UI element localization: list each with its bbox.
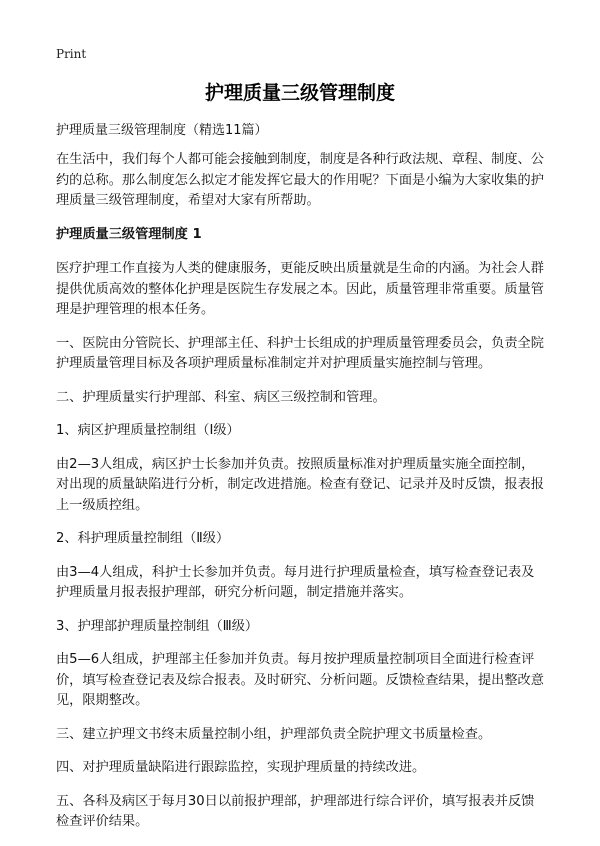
paragraph: 由5—6人组成，护理部主任参加并负责。每月按护理质量控制项目全面进行检查评价，填写检查登记表及综合报表。及时研究、分析问题。反馈检查结果，提出整改意见，限期整改。 [56, 652, 544, 708]
document-title: 护理质量三级管理制度 [204, 82, 395, 104]
paragraph: 二、护理质量实行护理部、科室、病区三级控制和管理。 [56, 389, 386, 405]
intro-paragraph: 在生活中，我们每个人都可能会接触到制度，制度是各种行政法规、章程、制度、公约的总称。那么制度怎么拟定才能发挥它最大的作用呢？下面是小编为大家收集的护理质量三级管理制度，希望对大家有所帮助。 [56, 152, 544, 208]
paragraph: 3、护理部护理质量控制组（Ⅲ级） [56, 618, 259, 634]
paragraph: 四、对护理质量缺陷进行跟踪监控，实现护理质量的持续改进。 [56, 760, 426, 775]
paragraph: 由2—3人组成，病区护士长参加并负责。按照质量标准对护理质量实施全面控制，对出现的质量缺陷进行分析，制定改进措施。检查有登记、记录并及时反馈，报表报上一级质控组。 [56, 456, 544, 513]
paragraph: 1、病区护理质量控制组（Ⅰ级） [56, 423, 240, 438]
document-subtitle: 护理质量三级管理制度（精选11篇） [56, 123, 268, 138]
document-body [56, 150, 544, 846]
paragraph: 一、医院由分管院长、护理部主任、科护士长组成的护理质量管理委员会，负责全院护理质量管理目标及各项护理质量标准制定并对护理质量实施控制与管理。 [56, 335, 544, 371]
paragraph: 三、建立护理文书终末质量控制小组，护理部负责全院护理文书质量检查。 [56, 726, 492, 742]
paragraph: 五、各科及病区于每月30日以前报护理部，护理部进行综合评价，填写报表并反馈检查评价结果。 [56, 793, 535, 829]
paragraph: 由3—4人组成，科护士长参加并负责。每月进行护理质量检查，填写检查登记表及护理质量月报表报护理部，研究分析问题，制定措施并落实。 [56, 564, 535, 600]
paragraph: 2、科护理质量控制组（Ⅱ级） [56, 531, 230, 546]
paragraph: 医疗护理工作直接为人类的健康服务，更能反映出质量就是生命的内涵。为社会人群提供优质高效的整体化护理是医院生存发展之本。因此，质量管理非常重要。质量管理是护理管理的根本任务。 [56, 261, 544, 317]
section-heading: 护理质量三级管理制度 1 [56, 226, 202, 242]
print-link[interactable]: Print [56, 47, 87, 61]
